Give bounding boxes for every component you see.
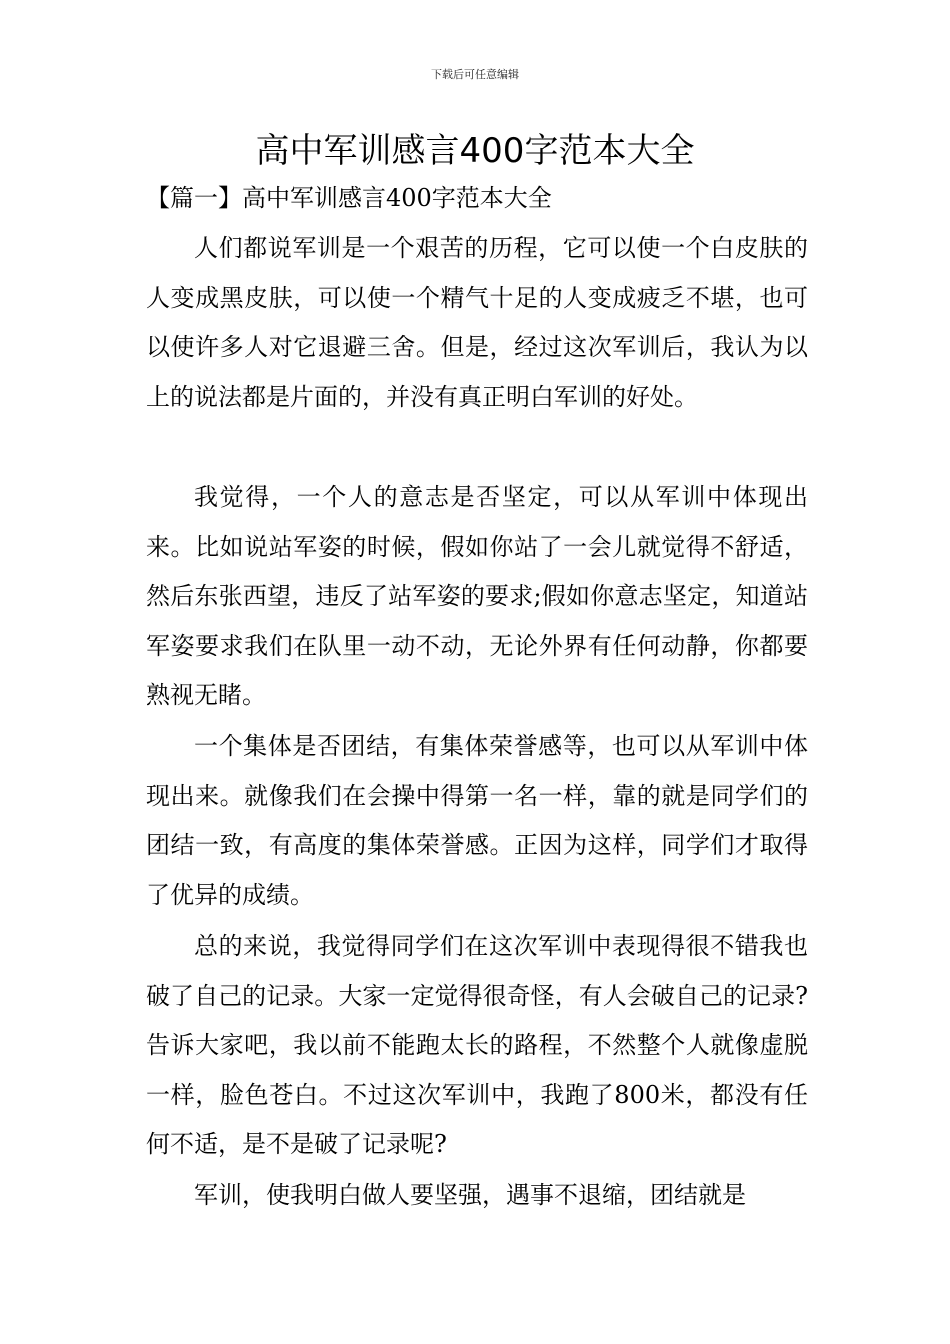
paragraph-1: [146, 224, 808, 422]
paragraph-text: 我觉得，一个人的意志是否坚定，可以从军训中体现出来。比如说站军姿的时候，假如你站了一会儿就觉得不舒适，然后东张西望，违反了站军姿的要求;假如你意志坚定，知道站军姿要求我们在队里一动不动，无论外界有任何动静，你都要熟视无睹。: [146, 483, 808, 709]
paragraph-text: 人们都说军训是一个艰苦的历程，它可以使一个白皮肤的人变成黑皮肤，可以使一个精气十足的人变成疲乏不堪，也可以使许多人对它退避三舍。但是，经过这次军训后，我认为以上的说法都是片面的，并没有真正明白军训的好处。: [146, 234, 808, 411]
paragraph-2: [146, 473, 808, 721]
header-note: 下载后可任意编辑: [431, 68, 519, 81]
paragraph-4: [146, 922, 808, 1170]
paragraph-5: [146, 1171, 808, 1221]
section-heading: 【篇一】高中军训感言400字范本大全: [146, 184, 552, 212]
paragraph-text: 总的来说，我觉得同学们在这次军训中表现得很不错我也破了自己的记录。大家一定觉得很奇怪，有人会破自己的记录?告诉大家吧，我以前不能跑太长的路程，不然整个人就像虚脱一样，脸色苍白。不过这次军训中，我跑了800米，都没有任何不适，是不是破了记录呢?: [146, 932, 808, 1158]
paragraph-3: [146, 722, 808, 920]
paragraph-text: 一个集体是否团结，有集体荣誉感等，也可以从军训中体现出来。就像我们在会操中得第一名一样，靠的就是同学们的团结一致，有高度的集体荣誉感。正因为这样，同学们才取得了优异的成绩。: [146, 732, 808, 909]
paragraph-text: 军训，使我明白做人要坚强，遇事不退缩，团结就是: [194, 1181, 746, 1209]
document-title: 高中军训感言400字范本大全: [255, 131, 695, 171]
